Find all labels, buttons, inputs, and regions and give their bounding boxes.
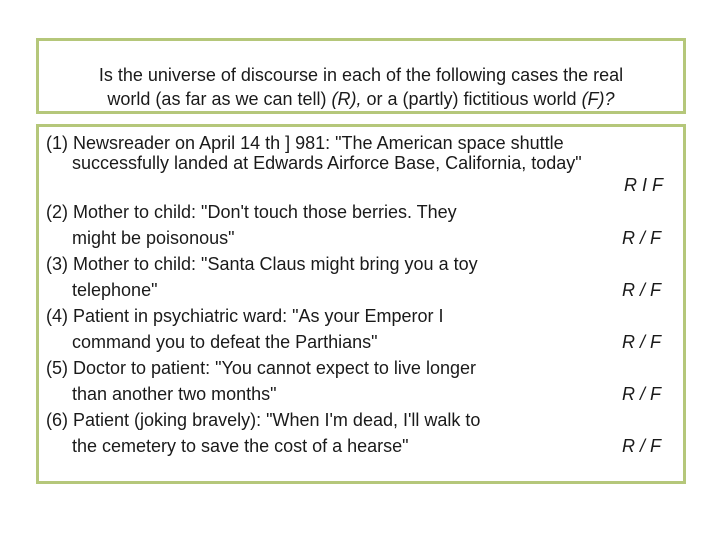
question-title-box xyxy=(36,38,686,114)
case-2-line-1: (2) Mother to child: "Don't touch those berries. They xyxy=(46,202,457,222)
case-3-line-2: telephone" xyxy=(72,280,158,300)
case-4-line-2: command you to defeat the Parthians" xyxy=(72,332,378,352)
case-6-answer-choice: R / F xyxy=(622,436,661,456)
case-5-line-1: (5) Doctor to patient: "You cannot expect to live longer xyxy=(46,358,476,378)
case-3-line-1: (3) Mother to child: "Santa Claus might bring you a toy xyxy=(46,254,478,274)
question-title-line-2 xyxy=(39,87,683,111)
question-title-line-1: Is the universe of discourse in each of the following cases the real xyxy=(98,65,624,85)
case-3-answer-choice: R / F xyxy=(622,280,661,300)
case-5-line-2: than another two months" xyxy=(72,384,277,404)
case-1-answer-choice: R I F xyxy=(624,175,663,195)
case-1-line-2: successfully landed at Edwards Airforce Base, California, today" xyxy=(72,153,582,173)
case-4-line-1: (4) Patient in psychiatric ward: "As your Emperor I xyxy=(46,306,444,326)
cases-list-box xyxy=(36,124,686,484)
case-2-line-2: might be poisonous" xyxy=(72,228,235,248)
case-2-answer-choice: R / F xyxy=(622,228,661,248)
case-4-answer-choice: R / F xyxy=(622,332,661,352)
question-title xyxy=(39,63,683,111)
case-6-line-2: the cemetery to save the cost of a hearse" xyxy=(72,436,409,456)
title-text-b: or a (partly) fictitious world xyxy=(361,89,582,109)
title-fictitious-marker: (F)? xyxy=(581,89,615,109)
case-6-line-1: (6) Patient (joking bravely): "When I'm dead, I'll walk to xyxy=(46,410,481,430)
case-1-line-1: (1) Newsreader on April 14 th ] 981: "The American space shuttle xyxy=(46,133,564,153)
case-5-answer-choice: R / F xyxy=(622,384,661,404)
title-text-a: world (as far as we can tell) xyxy=(107,89,332,109)
title-real-marker: (R), xyxy=(331,89,362,109)
